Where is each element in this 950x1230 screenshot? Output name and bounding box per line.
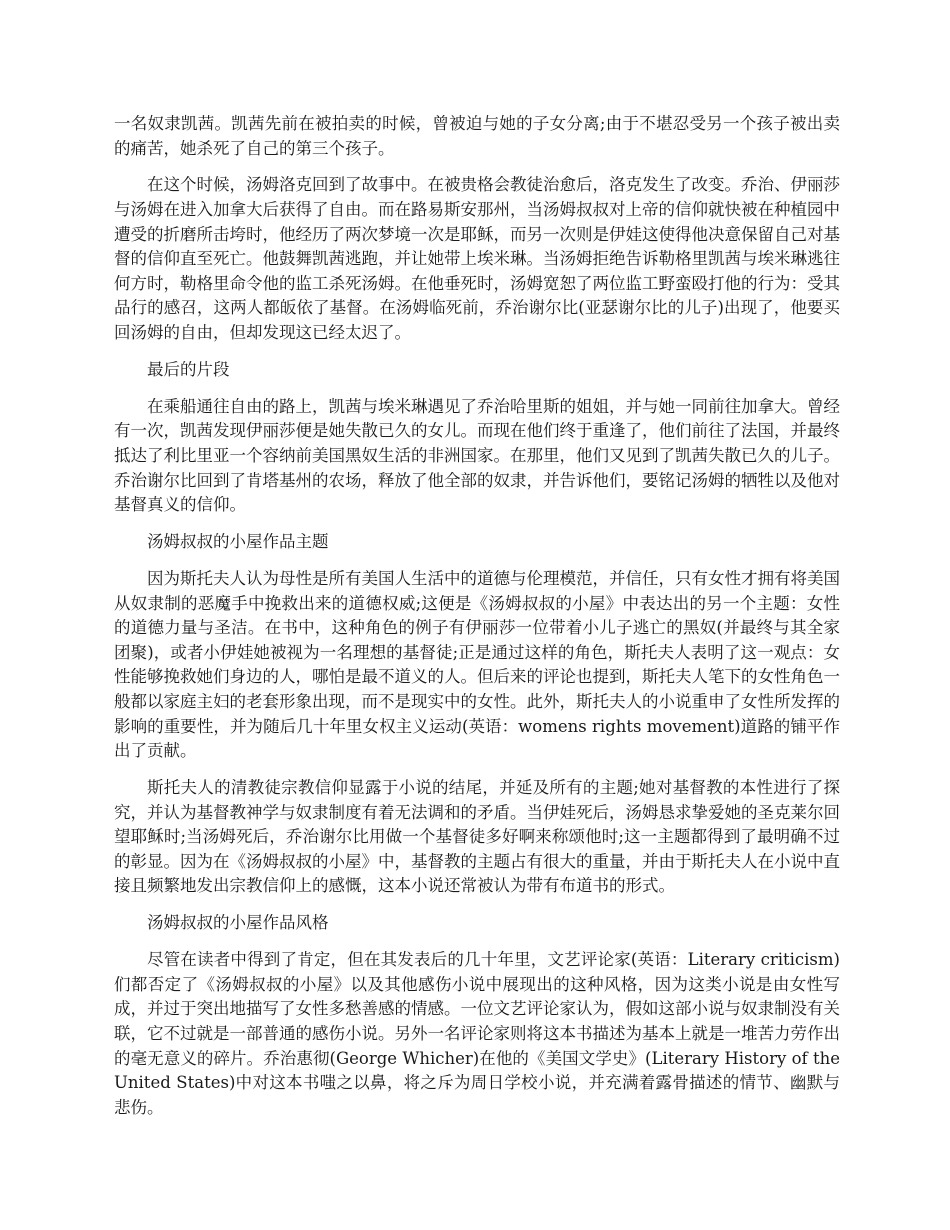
paragraph-themes-religion: 斯托夫人的清教徒宗教信仰显露于小说的结尾，并延及所有的主题;她对基督教的本性进行了探究，并认为基督教神学与奴隶制度有着无法调和的矛盾。当伊娃死后，汤姆恳求挚爱她的圣克莱尔回望耶稣时;当汤姆死后，乔治谢尔比用做一个基督徒多好啊来称颂他时;这一主题都得到了最明确不过的彰显。因为在《汤姆叔叔的小屋》中，基督教的主题占有很大的重量，并由于斯托夫人在小说中直接且频繁地发出宗教信仰上的感慨，这本小说还常被认为带有布道书的形式。: [114, 778, 840, 896]
section-heading-themes: 汤姆叔叔的小屋作品主题: [147, 532, 329, 552]
paragraph-style: 尽管在读者中得到了肯定，但在其发表后的几十年里，文艺评论家(英语：Literary criticism)们都否定了《汤姆叔叔的小屋》以及其他感伤小说中展现出的这种风格，因为这类小说是由女性写成，并过于突出地描写了女性多愁善感的情感。一位文艺评论家认为，假如这部小说与奴隶制没有关联，它不过就是一部普通的感伤小说。另外一名评论家则将这本书描述为基本上就是一堆苦力劳作出的毫无意义的碎片。乔治惠彻(George Whicher)在他的《美国文学史》(Literary History of the United States)中对这本书嗤之以鼻，将之斥为周日学校小说，并充满着露骨描述的情节、幽默与悲伤。: [114, 950, 840, 1117]
section-heading-final-part: 最后的片段: [147, 359, 230, 379]
paragraph-final-part: 在乘船通往自由的路上，凯茜与埃米琳遇见了乔治哈里斯的姐姐，并与她一同前往加拿大。曾经有一次，凯茜发现伊丽莎便是她失散已久的女儿。而现在他们终于重逢了，他们前往了法国，并最终抵达了利比里亚一个容纳前美国黑奴生活的非洲国家。在那里，他们又见到了凯茜失散已久的儿子。乔治谢尔比回到了肯塔基州的农场，释放了他全部的奴隶，并告诉他们，要铭记汤姆的牺牲以及他对基督真义的信仰。: [114, 396, 840, 515]
paragraph-themes-women: 因为斯托夫人认为母性是所有美国人生活中的道德与伦理模范，并信任，只有女性才拥有将美国从奴隶制的恶魔手中挽救出来的道德权威;这便是《汤姆叔叔的小屋》中表达出的另一个主题：女性的道德力量与圣洁。在书中，这种角色的例子有伊丽莎一位带着小儿子逃亡的黑奴(并最终与其全家团聚)，或者小伊娃她被视为一名理想的基督徒;正是通过这样的角色，斯托夫人表明了这一观点：女性能够挽救她们身边的人，哪怕是最不道义的人。但后来的评论也提到，斯托夫人笔下的女性角色一般都以家庭主妇的老套形象出现，而不是现实中的女性。此外，斯托夫人的小说重申了女性所发挥的影响的重要性，并为随后几十年里女权主义运动(英语：womens rights movement)道路的铺平作出了贡献。: [114, 568, 840, 761]
paragraph-tom-locker: 在这个时候，汤姆洛克回到了故事中。在被贵格会教徒治愈后，洛克发生了改变。乔治、伊丽莎与汤姆在进入加拿大后获得了自由。而在路易斯安那州，当汤姆叔叔对上帝的信仰就快被在种植园中遭受的折磨所击垮时，他经历了两次梦境一次是耶稣，而另一次则是伊娃这使得他决意保留自己对基督的信仰直至死亡。他鼓舞凯茜逃跑，并让她带上埃米琳。当汤姆拒绝告诉勒格里凯茜与埃米琳逃往何方时，勒格里命令他的监工杀死汤姆。在他垂死时，汤姆宽恕了两位监工野蛮殴打他的行为：受其品行的感召，这两人都皈依了基督。在汤姆临死前，乔治谢尔比(亚瑟谢尔比的儿子)出现了，他要买回汤姆的自由，但却发现这已经太迟了。: [114, 175, 840, 343]
document-body: [114, 112, 840, 1133]
section-heading-style: 汤姆叔叔的小屋作品风格: [147, 913, 329, 933]
paragraph-continuation: 一名奴隶凯茜。凯茜先前在被拍卖的时候，曾被迫与她的子女分离;由于不堪忍受另一个孩子被出卖的痛苦，她杀死了自己的第三个孩子。: [114, 114, 840, 158]
